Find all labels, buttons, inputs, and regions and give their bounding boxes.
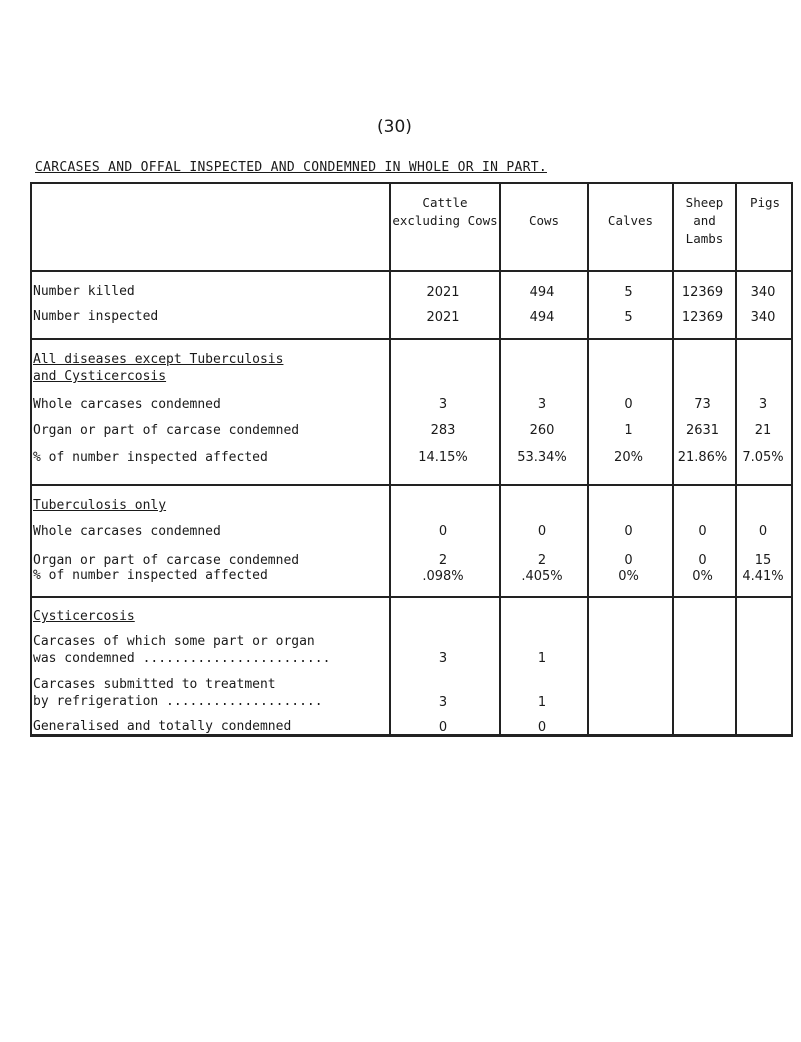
table-cell: 3 [438,397,448,412]
table-cell: 0 [537,524,547,539]
col-header-pigs: Pigs [749,195,781,210]
table-cell: 12369 [681,285,724,300]
table-cell: 260 [529,423,555,438]
row-label: Number killed [33,284,135,299]
table-cell: 12369 [681,310,724,325]
table-cell: 494 [529,285,555,300]
table-cell: 0% [692,569,713,584]
table-cell: 3 [438,695,448,710]
section-heading: Cysticercosis [33,609,135,624]
row-label: Number inspected [33,309,159,324]
table-cell: 3 [438,651,448,666]
table-cell: 340 [750,285,776,300]
table-cell: 0 [438,524,448,539]
table-cell: 14.15% [418,450,468,465]
page-title: CARCASES AND OFFAL INSPECTED AND CONDEMNED IN WHOLE OR IN PART. [35,160,547,175]
table-cell: 494 [529,310,555,325]
table-cell: 21 [754,423,772,438]
row-label: Whole carcases condemned [33,524,221,539]
table-cell: 20% [614,450,643,465]
section-divider [31,596,792,598]
table-cell: 283 [430,423,456,438]
row-label: Generalised and totally condemned [33,719,292,734]
table-cell: .405% [521,569,563,584]
table-cell: 3 [537,397,547,412]
table-cell: 0 [624,524,633,539]
table-cell: 2021 [426,310,460,325]
row-label: Organ or part of carcase condemned [33,553,300,568]
table-cell: .098% [422,569,464,584]
table-cell: 53.34% [517,450,567,465]
col-header-cows: Cows [528,213,560,228]
section-heading: All diseases except Tuberculosis [33,352,284,367]
table-cell: 0 [624,397,633,412]
section-divider [31,484,792,486]
section-heading: and Cysticercosis [33,369,167,384]
row-label: was condemned ........................ [33,651,331,666]
table-cell: 7.05% [742,450,784,465]
col-header-cattle: Cattle excluding Cows [392,195,498,228]
table-cell: 3 [758,397,768,412]
table-cell: 1 [537,651,547,666]
section-divider [31,338,792,340]
table-cell: 73 [694,397,711,412]
table-cell: 1 [624,423,633,438]
table-cell: 0 [537,720,547,735]
table-cell: 0 [438,720,448,735]
page-number: (30) [377,117,412,137]
row-label: Carcases submitted to treatment [33,677,276,692]
col-header-calves: Calves [607,213,654,228]
table-cell: 1 [537,695,547,710]
table-cell: 4.41% [742,569,784,584]
table-cell: 5 [624,285,633,300]
row-label: % of number inspected affected [33,450,268,465]
table-cell: 2 [438,553,448,568]
section-heading: Tuberculosis only [33,498,167,513]
row-label: by refrigeration .................... [33,694,323,709]
table-cell: 340 [750,310,776,325]
table-cell: 15 [754,553,772,568]
table-cell: 2631 [685,423,720,438]
table-cell: 0 [698,524,707,539]
table-cell: 21.86% [677,450,728,465]
table-cell: 0 [624,553,633,568]
table-cell: 0% [618,569,639,584]
table-cell: 0 [758,524,768,539]
row-label: % of number inspected affected [33,568,268,583]
table-cell: 5 [624,310,633,325]
row-label: Carcases of which some part or organ [33,634,315,649]
row-label: Organ or part of carcase condemned [33,423,300,438]
col-header-sheep: Sheep and Lambs [685,195,724,246]
table-cell: 2 [537,553,547,568]
table-cell: 2021 [426,285,460,300]
row-label: Whole carcases condemned [33,397,221,412]
table-cell: 0 [698,553,707,568]
header-divider [31,270,792,272]
